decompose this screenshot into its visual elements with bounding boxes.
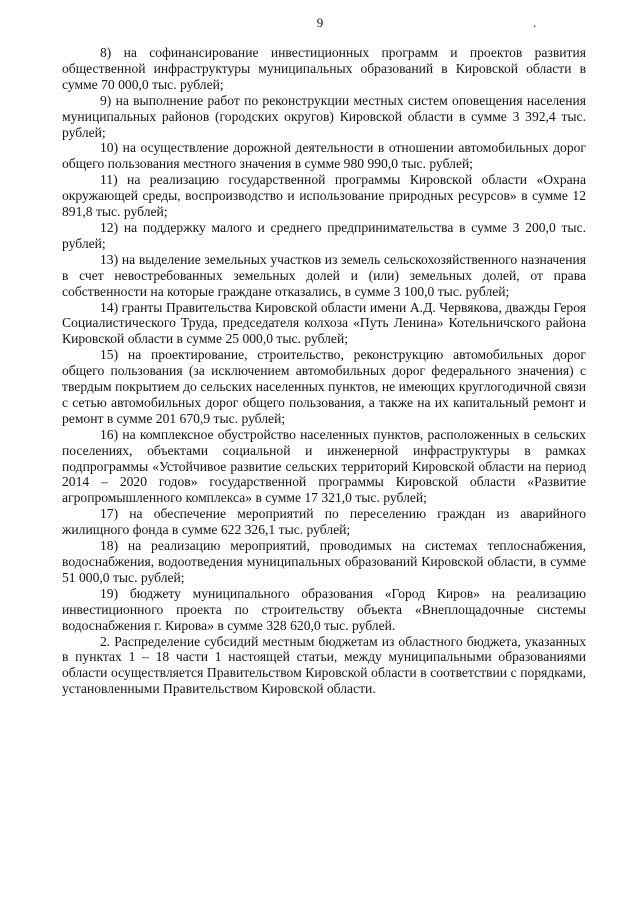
paragraph-item-17: 17) на обеспечение мероприятий по переселению граждан из аварийного жилищного фонда в сумме 622 326,1 тыс. рублей;	[62, 506, 586, 538]
paragraph-part-2: 2. Распределение субсидий местным бюджетам из областного бюджета, указанных в пунктах 1 – 18 части 1 настоящей статьи, между муниципальными образованиями области осуществляется Правительством Кировской области в соответствии с порядками, установленными Правительством Кировской области.	[62, 633, 586, 697]
paragraph-item-12: 12) на поддержку малого и среднего предпринимательства в сумме 3 200,0 тыс. рублей;	[62, 219, 586, 251]
paragraph-item-13: 13) на выделение земельных участков из земель сельскохозяйственного назначения в счет невостребованных земельных долей и (или) земельных долей, от права собственности на которые граждане отказались, в сумме 3 100,0 тыс. рублей;	[62, 251, 586, 299]
document-body	[62, 45, 586, 697]
paragraph-item-8: 8) на софинансирование инвестиционных программ и проектов развития общественной инфраструктуры муниципальных образований в Кировской области в сумме 70 000,0 тыс. рублей;	[62, 45, 586, 92]
paragraph-item-19: 19) бюджету муниципального образования «Город Киров» на реализацию инвестиционного проекта по строительству объекта «Внеплощадочные системы водоснабжения г. Кирова» в сумме 328 620,0 тыс. рублей.	[62, 585, 586, 633]
paragraph-item-11: 11) на реализацию государственной программы Кировской области «Охрана окружающей среды, воспроизводство и использование природных ресурсов» в сумме 12 891,8 тыс. рублей;	[62, 172, 586, 220]
page-number: 9	[316, 15, 324, 30]
paragraph-item-10: 10) на осуществление дорожной деятельности в отношении автомобильных дорог общего пользования местного значения в сумме 980 990,0 тыс. рублей;	[62, 140, 586, 172]
page-mark: .	[533, 15, 537, 30]
paragraph-item-16: 16) на комплексное обустройство населенных пунктов, расположенных в сельских поселениях, объектами социальной и инженерной инфраструктуры в рамках подпрограммы «Устойчивое развитие сельских территорий Кировской области на период 2014 – 2020 годов» государственной программы Кировской области «Развитие агропромышленного комплекса» в сумме 17 321,0 тыс. рублей;	[62, 426, 586, 506]
paragraph-item-9: 9) на выполнение работ по реконструкции местных систем оповещения населения муниципальных районов (городских округов) Кировской области в сумме 3 392,4 тыс. рублей;	[62, 92, 586, 140]
paragraph-item-18: 18) на реализацию мероприятий, проводимых на системах теплоснабжения, водоснабжения, водоотведения муниципальных образований Кировской области, в сумме 51 000,0 тыс. рублей;	[62, 538, 586, 585]
paragraph-item-15: 15) на проектирование, строительство, реконструкцию автомобильных дорог общего пользования (за исключением автомобильных дорог федерального значения) с твердым покрытием до сельских населенных пунктов, не имеющих круглогодичной связи с сетью автомобильных дорог общего пользования, а также на их капитальный ремонт и ремонт в сумме 201 670,9 тыс. рублей;	[62, 347, 586, 426]
paragraph-item-14: 14) гранты Правительства Кировской области имени А.Д. Червякова, дважды Героя Социалистического Труда, председателя колхоза «Путь Ленина» Котельничского района Кировской области в сумме 25 000,0 тыс. рублей;	[62, 299, 586, 347]
